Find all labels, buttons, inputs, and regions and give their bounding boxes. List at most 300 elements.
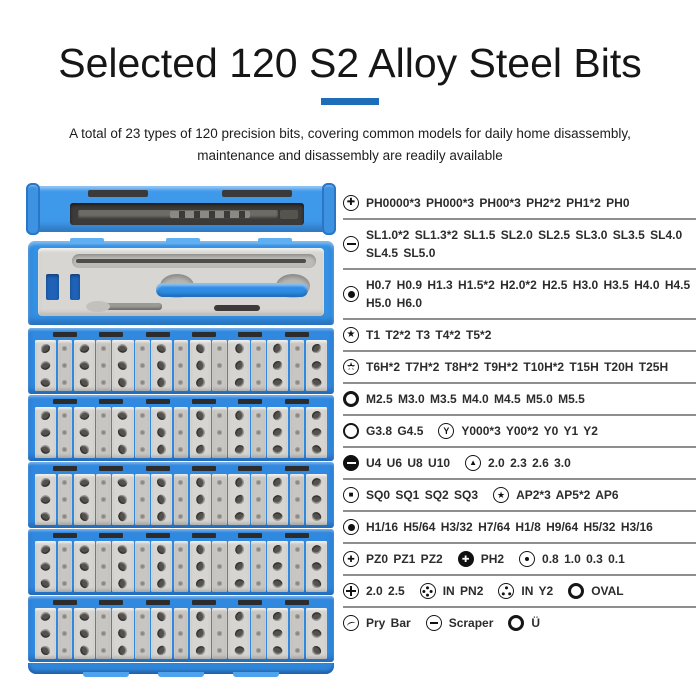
tray-clip-tab — [146, 600, 170, 605]
torx-icon — [343, 327, 359, 343]
bit — [216, 362, 223, 369]
tray-clip-tab — [238, 600, 262, 605]
bit — [139, 630, 146, 637]
bit — [39, 426, 52, 439]
tray-clip-tab — [285, 332, 309, 337]
bit — [117, 544, 128, 555]
bit — [40, 511, 51, 522]
bit-strip — [290, 608, 305, 659]
bit — [177, 429, 184, 436]
spec-row — [343, 544, 696, 576]
spec-segment — [438, 422, 598, 440]
spec-text: H0.7 H0.9 H1.3 H1.5*2 H2.0*2 H2.5 H3.0 H3.5 H4.0 H4.5 H5.0 H6.0 — [366, 278, 691, 311]
bit-strip — [290, 541, 305, 592]
spec-segment — [343, 276, 694, 312]
bit-strip — [267, 474, 288, 525]
bit — [256, 497, 261, 502]
bit — [80, 445, 89, 454]
bit-strip — [35, 541, 56, 592]
bit-strip — [58, 608, 73, 659]
spec-text: U4 U6 U8 U10 — [366, 456, 451, 471]
bit-strip — [74, 407, 95, 458]
bit-strip — [112, 474, 133, 525]
bit — [156, 645, 167, 656]
bit-tray-row — [28, 395, 334, 461]
plus-filled-icon — [458, 551, 474, 567]
bit — [294, 480, 299, 485]
strip-area — [35, 608, 327, 659]
bit — [139, 480, 145, 486]
tray-top-edge — [28, 462, 334, 474]
bit — [178, 613, 185, 620]
bit — [194, 493, 206, 505]
square-icon — [343, 487, 359, 503]
bit — [157, 411, 167, 421]
bit — [294, 496, 301, 503]
bit — [178, 362, 185, 369]
bit — [312, 646, 321, 655]
bit-strip — [74, 340, 95, 391]
bit — [177, 563, 184, 570]
dot-icon — [519, 551, 535, 567]
bit — [41, 411, 51, 421]
tray-slot — [46, 274, 59, 300]
bit — [294, 346, 300, 352]
bit — [217, 631, 222, 636]
spec-row — [343, 188, 696, 220]
bit — [310, 560, 323, 573]
bit — [39, 611, 51, 623]
bit-strip — [96, 541, 111, 592]
bit-strip — [251, 541, 266, 592]
spec-text: IN Y2 — [521, 584, 554, 599]
bit — [101, 631, 106, 636]
bit — [217, 447, 222, 452]
bit — [139, 580, 146, 587]
spec-text: Y000*3 Y00*2 Y0 Y1 Y2 — [461, 424, 598, 439]
bit — [216, 479, 223, 486]
bit — [294, 614, 300, 620]
bit — [178, 546, 185, 553]
bit — [216, 429, 223, 436]
bit — [100, 647, 107, 654]
bit — [101, 447, 107, 453]
bit — [156, 360, 167, 371]
bit — [155, 511, 167, 523]
bit — [216, 412, 223, 419]
bit-strip — [135, 340, 150, 391]
tray-clip-tab — [285, 533, 309, 538]
tray-clip-tab — [285, 399, 309, 404]
bit — [117, 628, 128, 639]
spec-row — [343, 352, 696, 384]
bit — [233, 544, 245, 556]
bit — [61, 613, 68, 620]
spec-segment — [343, 422, 423, 440]
case-bottom-tab — [83, 672, 129, 677]
spec-segment — [426, 614, 494, 632]
bit — [139, 647, 146, 654]
pen-case-right-cap — [322, 183, 336, 235]
bit-strip — [174, 474, 189, 525]
tray-clip-tab — [53, 399, 77, 404]
bit-strip — [306, 340, 327, 391]
spec-text: PH0000*3 PH000*3 PH00*3 PH2*2 PH1*2 PH0 — [366, 196, 630, 211]
case-bottom-tab — [233, 672, 279, 677]
bit-strip — [228, 608, 249, 659]
spec-segment — [343, 194, 630, 212]
strip-area — [35, 474, 327, 525]
bit — [156, 343, 167, 354]
bit — [234, 378, 244, 388]
bit-strip — [112, 407, 133, 458]
bit — [255, 513, 262, 520]
open-case-tray — [28, 241, 334, 325]
tray-top-edge — [28, 328, 334, 340]
bit-strip — [190, 474, 211, 525]
tray-clip-tab — [238, 399, 262, 404]
bit — [195, 628, 206, 639]
bit-strip — [212, 541, 227, 592]
bit — [196, 512, 206, 522]
prybar-icon — [343, 615, 359, 631]
bit — [194, 561, 206, 573]
bit — [140, 547, 145, 552]
bit-strip — [112, 340, 133, 391]
bit — [61, 496, 68, 503]
page — [0, 40, 700, 700]
bit — [217, 564, 223, 570]
bit-strip — [212, 474, 227, 525]
bit — [216, 613, 223, 620]
spec-text: G3.8 G4.5 — [366, 424, 424, 439]
tray-clip-tab — [192, 600, 216, 605]
bit-strip — [306, 608, 327, 659]
bit — [294, 413, 299, 418]
spec-segment — [420, 582, 484, 600]
bit — [255, 479, 262, 486]
bit — [255, 614, 261, 620]
bit — [118, 611, 128, 621]
bit — [293, 379, 300, 386]
bit — [117, 377, 129, 389]
bit — [62, 479, 69, 486]
bit — [194, 410, 206, 422]
bit — [233, 342, 246, 355]
bit-strip — [96, 340, 111, 391]
spec-text: SQ0 SQ1 SQ2 SQ3 — [366, 488, 479, 503]
bit — [100, 580, 107, 587]
tray-clip-tab — [146, 332, 170, 337]
bit — [233, 360, 245, 372]
bit — [39, 376, 51, 388]
spec-text: T1 T2*2 T3 T4*2 T5*2 — [366, 328, 492, 343]
pozidriv-icon — [343, 551, 359, 567]
phillips-icon — [343, 195, 359, 211]
extension-rod — [76, 259, 306, 263]
handle-bar — [156, 283, 308, 297]
bit — [78, 409, 90, 421]
bit — [194, 426, 207, 439]
bit — [273, 361, 283, 371]
bit — [256, 430, 261, 435]
page-title: Selected 120 S2 Alloy Steel Bits — [58, 40, 642, 86]
bit — [62, 648, 68, 654]
bit — [101, 497, 107, 503]
bit — [40, 578, 51, 589]
spec-segment — [343, 358, 668, 376]
tray-clip-tab — [99, 332, 123, 337]
bit-strip — [290, 407, 305, 458]
bit — [78, 427, 90, 439]
bit — [155, 560, 168, 573]
spec-text: M2.5 M3.0 M3.5 M4.0 M4.5 M5.0 M5.5 — [366, 392, 585, 407]
pen-case-left-cap — [26, 183, 40, 235]
bit — [118, 495, 128, 505]
bit — [255, 580, 262, 587]
folding-handle — [156, 274, 310, 300]
bit-strip — [151, 407, 172, 458]
bit — [118, 561, 129, 572]
oval-icon — [508, 615, 524, 631]
bit — [79, 629, 89, 639]
spec-segment — [343, 454, 450, 472]
tray-clip-tab — [99, 399, 123, 404]
case-hinge-tab — [70, 238, 104, 244]
tray-top-edge — [28, 395, 334, 407]
spec-row — [343, 416, 696, 448]
spec-text: IN PN2 — [442, 584, 484, 599]
bit-strip — [190, 541, 211, 592]
bit — [100, 479, 107, 486]
bit — [156, 427, 168, 439]
spec-text: T6H*2 T7H*2 T8H*2 T9H*2 T10H*2 T15H T20H T25H — [366, 360, 669, 375]
spec-row — [343, 512, 696, 544]
bit — [41, 344, 50, 353]
spec-row — [343, 270, 696, 320]
bit-strip — [251, 407, 266, 458]
hex-icon — [343, 519, 359, 535]
bit — [255, 379, 261, 385]
subtitle-line-2: maintenance and disassembly are readily available — [197, 147, 503, 163]
bit — [271, 627, 283, 639]
bit — [271, 510, 284, 523]
bit — [178, 346, 183, 351]
spec-text: 2.0 2.5 — [366, 584, 405, 599]
bit — [195, 444, 206, 455]
bit — [194, 359, 207, 372]
bit — [271, 443, 284, 456]
extension-rod-recess — [72, 254, 316, 268]
bit — [61, 546, 68, 553]
tray-slot — [70, 274, 80, 300]
bit — [78, 645, 90, 657]
bit — [194, 543, 207, 556]
bit — [61, 429, 68, 436]
bit — [217, 514, 223, 520]
bit-strip — [135, 541, 150, 592]
tray-top-edge — [28, 529, 334, 541]
spec-segment — [568, 582, 623, 600]
hex-icon — [343, 286, 359, 302]
bit-strip — [212, 340, 227, 391]
u-slot-icon — [343, 455, 359, 471]
y-type-icon — [438, 423, 454, 439]
bit — [294, 429, 301, 436]
bit-tray-row — [28, 596, 334, 662]
spec-segment — [343, 518, 653, 536]
bit — [255, 547, 261, 553]
spec-segment — [343, 226, 694, 262]
pen-case-notch — [222, 190, 292, 197]
bit — [195, 645, 205, 655]
bit-strip — [112, 608, 133, 659]
bit — [273, 612, 283, 622]
bit — [195, 343, 206, 354]
bit — [39, 560, 52, 573]
bit — [117, 510, 129, 522]
bit — [78, 543, 91, 556]
bit — [79, 561, 90, 572]
bit-strip — [58, 541, 73, 592]
tray-clip-tab — [238, 332, 262, 337]
tray-clip-tab — [285, 600, 309, 605]
bit-strip — [228, 340, 249, 391]
spec-segment — [343, 390, 585, 408]
star-icon — [493, 487, 509, 503]
bit — [196, 579, 205, 588]
bit — [139, 446, 146, 453]
bit-strip — [267, 407, 288, 458]
bit — [100, 345, 107, 352]
clover3-icon — [498, 583, 514, 599]
bit — [139, 513, 146, 520]
bit — [273, 545, 282, 554]
bit — [178, 413, 184, 419]
bit — [61, 362, 68, 369]
bit — [139, 379, 146, 386]
bit — [101, 564, 106, 569]
bit-spec-list — [343, 186, 696, 674]
tray-clip-tab — [99, 533, 123, 538]
bit-strip — [74, 608, 95, 659]
bit — [177, 496, 184, 503]
tray-clip-tab — [53, 332, 77, 337]
spec-text: 2.0 2.3 2.6 3.0 — [488, 456, 571, 471]
bit — [271, 577, 284, 590]
spec-row — [343, 320, 696, 352]
tray-clip-tab — [146, 533, 170, 538]
bit — [178, 480, 184, 486]
bit — [217, 581, 223, 587]
bit — [178, 581, 184, 587]
bit — [255, 630, 261, 636]
pry-tool — [90, 303, 162, 310]
strip-area — [35, 541, 327, 592]
spec-text: Scraper — [448, 616, 494, 631]
case-hinge-tab — [166, 238, 200, 244]
bit — [155, 494, 167, 506]
bit — [139, 430, 145, 436]
case-bottom-tab — [158, 672, 204, 677]
bit — [294, 547, 300, 553]
spec-text: PH2 — [480, 552, 505, 567]
bit — [62, 380, 68, 386]
spec-segment — [465, 454, 571, 472]
bit — [62, 630, 68, 636]
tray-clip-tab — [146, 466, 170, 471]
case-hinge-tab — [258, 238, 292, 244]
bit — [233, 578, 245, 590]
bit — [62, 412, 68, 418]
spec-text: PZ0 PZ1 PZ2 — [366, 552, 443, 567]
case-bottom-edge — [28, 663, 334, 674]
spec-segment — [508, 614, 540, 632]
bit — [155, 376, 168, 389]
strip-area — [35, 407, 327, 458]
bit — [311, 579, 321, 589]
bit — [100, 412, 107, 419]
spec-text: AP2*3 AP5*2 AP6 — [516, 488, 619, 503]
bit — [233, 611, 245, 623]
spec-row — [343, 448, 696, 480]
bit — [100, 546, 107, 553]
tray-clip-tab — [192, 399, 216, 404]
bit — [272, 477, 282, 487]
bit-strip — [212, 407, 227, 458]
bit-strip — [190, 340, 211, 391]
bit-strip — [58, 340, 73, 391]
bit-tray-row — [28, 529, 334, 595]
scraper-icon — [426, 615, 442, 631]
bit — [117, 477, 129, 489]
bit — [117, 577, 130, 590]
subtitle — [0, 123, 700, 166]
bit — [62, 563, 69, 570]
bit — [39, 493, 52, 506]
bit — [178, 379, 185, 386]
bit — [294, 648, 300, 654]
bit — [272, 427, 283, 438]
bit-strip — [74, 541, 95, 592]
bit — [310, 377, 322, 389]
bit — [194, 610, 207, 623]
pen-case-notch — [88, 190, 148, 197]
spec-segment — [458, 550, 504, 568]
bit-strip — [228, 407, 249, 458]
pen-case-slot — [70, 203, 304, 225]
spec-text: OVAL — [591, 584, 624, 599]
bit — [62, 447, 68, 453]
tray-clip-tab — [192, 533, 216, 538]
bit-tray-stack — [28, 328, 334, 662]
bit — [310, 426, 323, 439]
bit — [255, 345, 262, 352]
bit-strip — [251, 608, 266, 659]
bit — [117, 410, 129, 422]
bit — [255, 564, 261, 570]
content — [0, 186, 700, 674]
bit — [272, 494, 283, 505]
bit — [156, 611, 167, 622]
spec-text: Pry Bar — [366, 616, 411, 631]
title-underline — [321, 98, 379, 105]
bit — [216, 345, 223, 352]
bit-strip — [35, 340, 56, 391]
bit-strip — [306, 541, 327, 592]
tray-clip-tab — [192, 332, 216, 337]
tray-clip-tab — [99, 466, 123, 471]
